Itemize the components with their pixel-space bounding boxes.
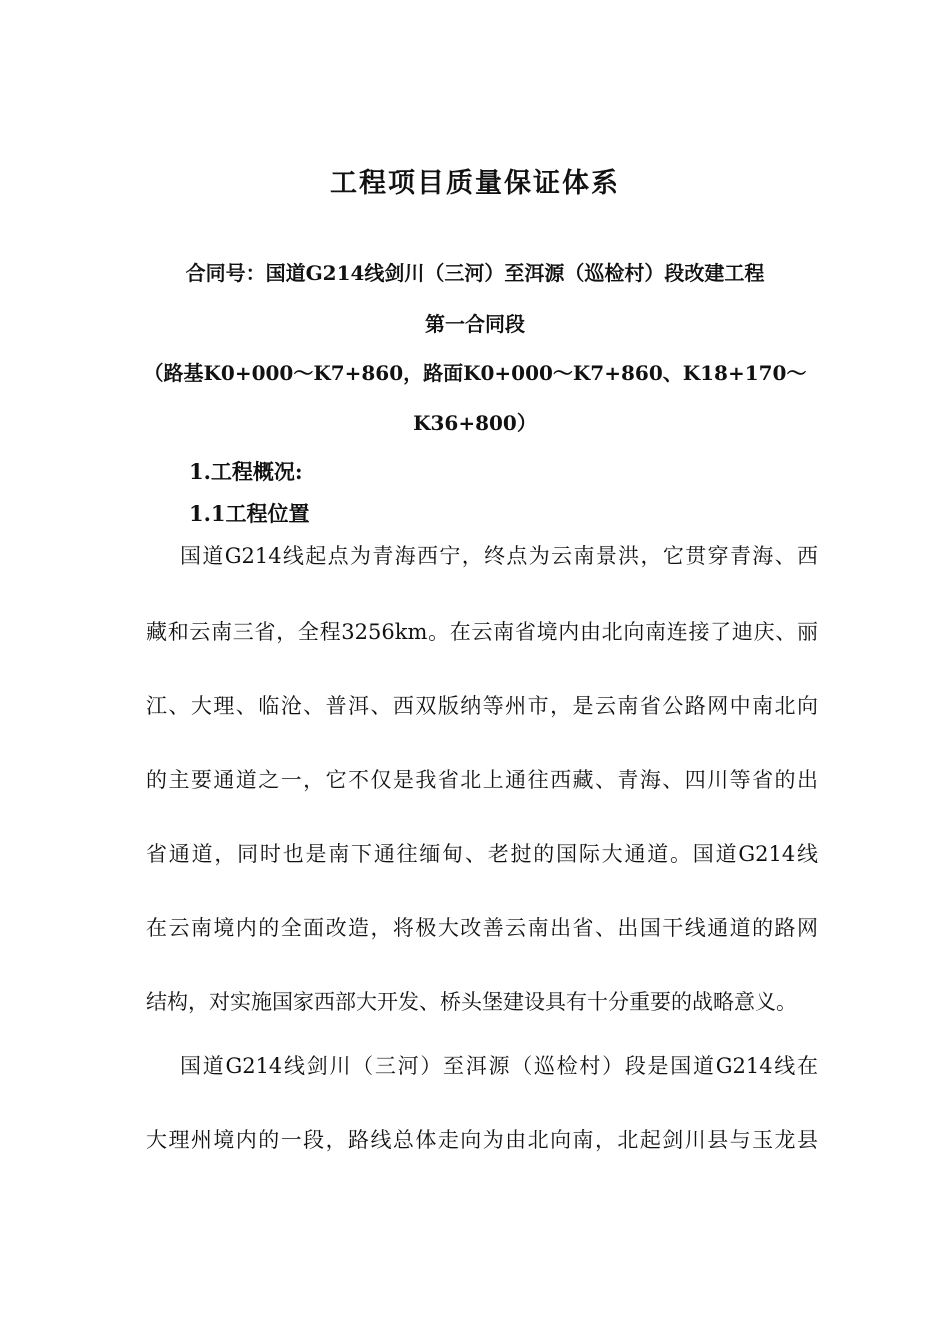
heading-project-overview: 1.工程概况: <box>189 459 303 484</box>
paragraph-1-line: 省通道，同时也是南下通往缅甸、老挝的国际大通道。国道G214线 <box>146 842 818 866</box>
document-title: 工程项目质量保证体系 <box>330 168 620 199</box>
range-line-2: K36+800） <box>413 411 537 435</box>
section-line: 第一合同段 <box>425 312 525 336</box>
paragraph-2-line: 国道G214线剑川（三河）至洱源（巡检村）段是国道G214线在 <box>180 1054 818 1078</box>
paragraph-2-line: 大理州境内的一段，路线总体走向为由北向南，北起剑川县与玉龙县 <box>146 1128 818 1152</box>
range-line-1: （路基K0+000～K7+860，路面K0+000～K7+860、K18+170～ <box>143 361 807 385</box>
paragraph-1-line: 江、大理、临沧、普洱、西双版纳等州市，是云南省公路网中南北向 <box>146 694 818 718</box>
contract-line: 合同号：国道G214线剑川（三河）至洱源（巡检村）段改建工程 <box>185 261 765 285</box>
paragraph-1-line: 在云南境内的全面改造，将极大改善云南出省、出国干线通道的路网 <box>146 916 818 940</box>
paragraph-1-line: 结构，对实施国家西部大开发、桥头堡建设具有十分重要的战略意义。 <box>146 990 797 1014</box>
paragraph-1-line: 国道G214线起点为青海西宁，终点为云南景洪，它贯穿青海、西 <box>180 544 818 568</box>
paragraph-1-line: 藏和云南三省，全程3256km。在云南省境内由北向南连接了迪庆、丽 <box>146 620 818 644</box>
paragraph-1-line: 的主要通道之一，它不仅是我省北上通往西藏、青海、四川等省的出 <box>146 768 818 792</box>
heading-project-location: 1.1工程位置 <box>189 501 310 526</box>
